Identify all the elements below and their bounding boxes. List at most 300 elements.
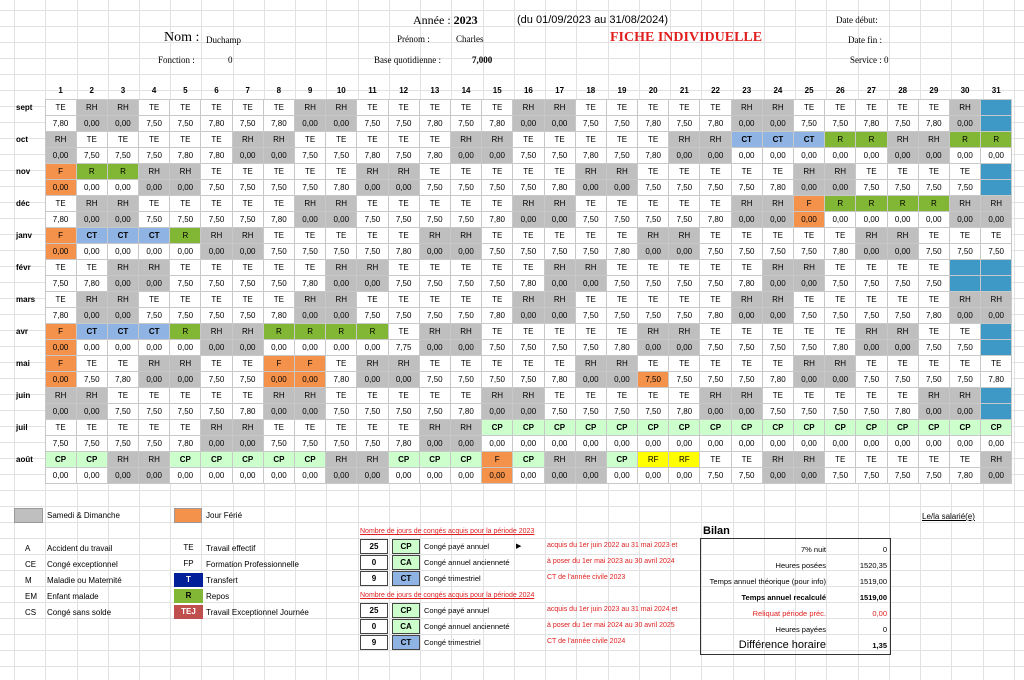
day-hours-cell[interactable]: 0,00 bbox=[762, 115, 793, 131]
day-hours-cell[interactable]: 0,00 bbox=[45, 147, 76, 163]
day-hours-cell[interactable]: 7,50 bbox=[482, 371, 513, 387]
day-hours-cell[interactable]: 7,50 bbox=[794, 339, 825, 355]
day-code-cell[interactable]: RH bbox=[232, 323, 263, 339]
day-hours-cell[interactable]: 7,50 bbox=[450, 179, 481, 195]
conges-count[interactable]: 25 bbox=[360, 539, 388, 554]
day-code-cell[interactable] bbox=[981, 387, 1012, 403]
day-code-cell[interactable]: RH bbox=[388, 355, 419, 371]
day-code-cell[interactable]: RH bbox=[981, 451, 1012, 467]
day-hours-cell[interactable]: 0,00 bbox=[825, 179, 856, 195]
day-code-cell[interactable]: TE bbox=[388, 195, 419, 211]
day-hours-cell[interactable]: 7,80 bbox=[201, 115, 232, 131]
day-code-cell[interactable]: R bbox=[856, 131, 887, 147]
day-hours-cell[interactable]: 0,00 bbox=[388, 467, 419, 483]
day-code-cell[interactable]: TE bbox=[170, 259, 201, 275]
day-hours-cell[interactable]: 7,50 bbox=[700, 371, 731, 387]
day-hours-cell[interactable]: 7,80 bbox=[263, 307, 294, 323]
day-hours-cell[interactable]: 0,00 bbox=[949, 435, 980, 451]
day-code-cell[interactable]: RH bbox=[76, 387, 107, 403]
day-code-cell[interactable]: TE bbox=[170, 195, 201, 211]
day-code-cell[interactable]: TE bbox=[107, 387, 138, 403]
day-hours-cell[interactable]: 0,00 bbox=[825, 147, 856, 163]
day-code-cell[interactable]: TE bbox=[357, 227, 388, 243]
day-hours-cell[interactable]: 7,50 bbox=[513, 147, 544, 163]
day-hours-cell[interactable]: 0,00 bbox=[887, 339, 918, 355]
day-code-cell[interactable]: TE bbox=[700, 195, 731, 211]
day-hours-cell[interactable]: 7,80 bbox=[513, 275, 544, 291]
day-hours-cell[interactable]: 7,80 bbox=[669, 403, 700, 419]
day-code-cell[interactable]: CP bbox=[170, 451, 201, 467]
day-hours-cell[interactable]: 7,50 bbox=[918, 339, 949, 355]
day-code-cell[interactable]: CT bbox=[76, 227, 107, 243]
day-code-cell[interactable]: RH bbox=[170, 163, 201, 179]
day-code-cell[interactable]: TE bbox=[762, 355, 793, 371]
day-code-cell[interactable]: CP bbox=[606, 419, 637, 435]
day-hours-cell[interactable]: 7,50 bbox=[918, 467, 949, 483]
day-code-cell[interactable]: TE bbox=[606, 291, 637, 307]
day-hours-cell[interactable]: 0,00 bbox=[887, 243, 918, 259]
day-code-cell[interactable]: F bbox=[794, 195, 825, 211]
day-code-cell[interactable]: RH bbox=[419, 419, 450, 435]
day-hours-cell[interactable]: 7,80 bbox=[762, 371, 793, 387]
day-code-cell[interactable]: TE bbox=[201, 163, 232, 179]
day-hours-cell[interactable]: 0,00 bbox=[513, 403, 544, 419]
day-code-cell[interactable]: CP bbox=[949, 419, 980, 435]
day-hours-cell[interactable]: 7,50 bbox=[170, 211, 201, 227]
day-code-cell[interactable]: CP bbox=[856, 419, 887, 435]
day-hours-cell[interactable]: 7,50 bbox=[825, 307, 856, 323]
day-code-cell[interactable]: TE bbox=[232, 387, 263, 403]
day-code-cell[interactable]: TE bbox=[731, 323, 762, 339]
day-hours-cell[interactable]: 7,80 bbox=[887, 403, 918, 419]
day-code-cell[interactable]: TE bbox=[357, 195, 388, 211]
day-code-cell[interactable]: TE bbox=[575, 387, 606, 403]
day-hours-cell[interactable]: 0,00 bbox=[762, 211, 793, 227]
day-hours-cell[interactable]: 7,50 bbox=[825, 115, 856, 131]
day-code-cell[interactable]: TE bbox=[825, 227, 856, 243]
bilan-value[interactable]: 1,35 bbox=[872, 641, 887, 650]
day-code-cell[interactable]: RH bbox=[731, 387, 762, 403]
day-code-cell[interactable]: TE bbox=[918, 451, 949, 467]
day-hours-cell[interactable]: 7,50 bbox=[45, 435, 76, 451]
day-hours-cell[interactable]: 7,80 bbox=[295, 275, 326, 291]
day-code-cell[interactable]: TE bbox=[263, 419, 294, 435]
day-hours-cell[interactable]: 0,00 bbox=[357, 275, 388, 291]
day-code-cell[interactable]: RF bbox=[638, 451, 669, 467]
day-hours-cell[interactable]: 7,50 bbox=[357, 435, 388, 451]
day-code-cell[interactable]: TE bbox=[575, 323, 606, 339]
day-code-cell[interactable]: TE bbox=[482, 291, 513, 307]
day-code-cell[interactable]: RH bbox=[419, 323, 450, 339]
day-hours-cell[interactable]: 0,00 bbox=[139, 243, 170, 259]
day-hours-cell[interactable]: 7,80 bbox=[263, 211, 294, 227]
day-code-cell[interactable]: RH bbox=[357, 259, 388, 275]
day-hours-cell[interactable]: 7,50 bbox=[513, 339, 544, 355]
day-code-cell[interactable]: RH bbox=[107, 99, 138, 115]
day-hours-cell[interactable]: 7,50 bbox=[357, 115, 388, 131]
day-code-cell[interactable]: TE bbox=[139, 195, 170, 211]
day-code-cell[interactable]: TE bbox=[201, 99, 232, 115]
day-hours-cell[interactable]: 0,00 bbox=[201, 467, 232, 483]
day-hours-cell[interactable]: 0,00 bbox=[794, 275, 825, 291]
day-code-cell[interactable]: TE bbox=[326, 227, 357, 243]
day-code-cell[interactable]: TE bbox=[638, 387, 669, 403]
day-hours-cell[interactable]: 0,00 bbox=[232, 435, 263, 451]
day-code-cell[interactable]: CP bbox=[669, 419, 700, 435]
day-code-cell[interactable]: RH bbox=[107, 451, 138, 467]
day-hours-cell[interactable]: 7,80 bbox=[700, 307, 731, 323]
day-code-cell[interactable]: TE bbox=[856, 355, 887, 371]
day-code-cell[interactable]: TE bbox=[482, 259, 513, 275]
day-hours-cell[interactable]: 0,00 bbox=[326, 115, 357, 131]
day-code-cell[interactable]: RH bbox=[232, 419, 263, 435]
day-hours-cell[interactable]: 0,00 bbox=[263, 339, 294, 355]
day-code-cell[interactable]: TE bbox=[295, 419, 326, 435]
day-code-cell[interactable]: TE bbox=[638, 355, 669, 371]
day-hours-cell[interactable]: 7,50 bbox=[388, 307, 419, 323]
day-hours-cell[interactable]: 7,50 bbox=[232, 211, 263, 227]
day-code-cell[interactable]: TE bbox=[638, 259, 669, 275]
day-hours-cell[interactable]: 0,00 bbox=[949, 115, 980, 131]
day-code-cell[interactable]: RH bbox=[794, 451, 825, 467]
day-code-cell[interactable]: RH bbox=[357, 451, 388, 467]
day-hours-cell[interactable]: 7,75 bbox=[388, 339, 419, 355]
day-hours-cell[interactable]: 0,00 bbox=[295, 307, 326, 323]
day-code-cell[interactable]: TE bbox=[357, 99, 388, 115]
day-code-cell[interactable]: RH bbox=[887, 227, 918, 243]
day-hours-cell[interactable]: 0,00 bbox=[107, 243, 138, 259]
day-code-cell[interactable]: TE bbox=[949, 163, 980, 179]
day-hours-cell[interactable]: 0,00 bbox=[139, 275, 170, 291]
day-hours-cell[interactable]: 0,00 bbox=[981, 307, 1012, 323]
day-hours-cell[interactable]: 7,50 bbox=[762, 339, 793, 355]
day-code-cell[interactable]: TE bbox=[544, 131, 575, 147]
day-code-cell[interactable]: TE bbox=[170, 131, 201, 147]
day-code-cell[interactable]: RH bbox=[606, 163, 637, 179]
day-hours-cell[interactable]: 0,00 bbox=[450, 147, 481, 163]
day-code-cell[interactable]: TE bbox=[949, 451, 980, 467]
day-hours-cell[interactable]: 7,50 bbox=[887, 371, 918, 387]
day-hours-cell[interactable]: 0,00 bbox=[575, 179, 606, 195]
day-code-cell[interactable]: TE bbox=[232, 291, 263, 307]
day-hours-cell[interactable]: 7,50 bbox=[45, 275, 76, 291]
day-code-cell[interactable]: TE bbox=[201, 355, 232, 371]
day-hours-cell[interactable]: 0,00 bbox=[856, 435, 887, 451]
day-hours-cell[interactable]: 0,00 bbox=[76, 115, 107, 131]
day-code-cell[interactable]: TE bbox=[295, 163, 326, 179]
day-hours-cell[interactable]: 0,00 bbox=[669, 243, 700, 259]
day-hours-cell[interactable]: 7,80 bbox=[918, 115, 949, 131]
day-hours-cell[interactable]: 0,00 bbox=[544, 211, 575, 227]
day-code-cell[interactable]: TE bbox=[575, 99, 606, 115]
day-hours-cell[interactable]: 7,50 bbox=[638, 371, 669, 387]
day-hours-cell[interactable]: 0,00 bbox=[76, 467, 107, 483]
day-hours-cell[interactable]: 7,80 bbox=[918, 307, 949, 323]
day-hours-cell[interactable]: 0,00 bbox=[918, 211, 949, 227]
day-code-cell[interactable]: F bbox=[45, 323, 76, 339]
day-code-cell[interactable]: CP bbox=[513, 419, 544, 435]
day-code-cell[interactable]: TE bbox=[669, 291, 700, 307]
day-hours-cell[interactable]: 7,50 bbox=[638, 275, 669, 291]
day-code-cell[interactable]: TE bbox=[482, 323, 513, 339]
day-hours-cell[interactable]: 7,50 bbox=[544, 339, 575, 355]
day-hours-cell[interactable]: 7,50 bbox=[918, 243, 949, 259]
day-hours-cell[interactable]: 0,00 bbox=[731, 307, 762, 323]
day-hours-cell[interactable]: 0,00 bbox=[450, 467, 481, 483]
day-code-cell[interactable]: RH bbox=[981, 291, 1012, 307]
day-hours-cell[interactable]: 7,50 bbox=[76, 435, 107, 451]
day-code-cell[interactable]: TE bbox=[450, 355, 481, 371]
day-hours-cell[interactable]: 0,00 bbox=[575, 371, 606, 387]
day-code-cell[interactable]: RH bbox=[700, 131, 731, 147]
day-code-cell[interactable]: TE bbox=[388, 291, 419, 307]
day-hours-cell[interactable]: 7,50 bbox=[606, 307, 637, 323]
day-code-cell[interactable]: TE bbox=[700, 227, 731, 243]
day-hours-cell[interactable]: 0,00 bbox=[606, 435, 637, 451]
day-hours-cell[interactable]: 0,00 bbox=[295, 403, 326, 419]
day-code-cell[interactable]: TE bbox=[762, 387, 793, 403]
day-code-cell[interactable]: CT bbox=[139, 323, 170, 339]
day-hours-cell[interactable]: 0,00 bbox=[887, 211, 918, 227]
day-hours-cell[interactable]: 7,50 bbox=[263, 179, 294, 195]
day-code-cell[interactable]: RH bbox=[762, 451, 793, 467]
day-hours-cell[interactable]: 7,50 bbox=[731, 179, 762, 195]
day-hours-cell[interactable]: 7,50 bbox=[139, 147, 170, 163]
day-code-cell[interactable]: TE bbox=[450, 163, 481, 179]
day-code-cell[interactable]: TE bbox=[45, 419, 76, 435]
day-hours-cell[interactable]: 7,50 bbox=[700, 339, 731, 355]
day-hours-cell[interactable]: 0,00 bbox=[794, 147, 825, 163]
day-hours-cell[interactable]: 7,50 bbox=[762, 403, 793, 419]
day-hours-cell[interactable]: 7,50 bbox=[263, 243, 294, 259]
day-code-cell[interactable]: TE bbox=[856, 451, 887, 467]
day-hours-cell[interactable]: 0,00 bbox=[544, 435, 575, 451]
day-hours-cell[interactable]: 7,80 bbox=[45, 307, 76, 323]
day-code-cell[interactable]: RH bbox=[856, 323, 887, 339]
day-hours-cell[interactable]: 0,00 bbox=[45, 467, 76, 483]
day-code-cell[interactable]: RH bbox=[232, 227, 263, 243]
day-hours-cell[interactable]: 0,00 bbox=[201, 243, 232, 259]
day-code-cell[interactable]: TE bbox=[388, 259, 419, 275]
day-hours-cell[interactable]: 7,50 bbox=[700, 275, 731, 291]
day-hours-cell[interactable]: 0,00 bbox=[107, 467, 138, 483]
day-code-cell[interactable]: R bbox=[825, 195, 856, 211]
day-hours-cell[interactable]: 0,00 bbox=[794, 371, 825, 387]
day-code-cell[interactable]: F bbox=[295, 355, 326, 371]
day-code-cell[interactable]: R bbox=[856, 195, 887, 211]
day-code-cell[interactable]: TE bbox=[201, 259, 232, 275]
day-code-cell[interactable]: CT bbox=[794, 131, 825, 147]
day-code-cell[interactable]: RH bbox=[107, 195, 138, 211]
day-hours-cell[interactable]: 7,50 bbox=[731, 243, 762, 259]
day-code-cell[interactable]: TE bbox=[263, 163, 294, 179]
day-hours-cell[interactable]: 7,50 bbox=[139, 403, 170, 419]
day-hours-cell[interactable]: 0,00 bbox=[856, 243, 887, 259]
day-hours-cell[interactable]: 0,00 bbox=[949, 403, 980, 419]
day-code-cell[interactable]: TE bbox=[419, 131, 450, 147]
day-code-cell[interactable]: TE bbox=[856, 99, 887, 115]
day-code-cell[interactable]: CP bbox=[544, 419, 575, 435]
day-hours-cell[interactable]: 0,00 bbox=[762, 147, 793, 163]
day-hours-cell[interactable]: 7,50 bbox=[856, 307, 887, 323]
day-code-cell[interactable]: TE bbox=[201, 131, 232, 147]
day-code-cell[interactable]: TE bbox=[638, 131, 669, 147]
day-code-cell[interactable]: CP bbox=[450, 451, 481, 467]
day-code-cell[interactable]: TE bbox=[388, 227, 419, 243]
day-code-cell[interactable]: TE bbox=[450, 99, 481, 115]
day-hours-cell[interactable]: 0,00 bbox=[76, 243, 107, 259]
day-code-cell[interactable]: RH bbox=[544, 195, 575, 211]
day-code-cell[interactable]: TE bbox=[419, 163, 450, 179]
day-hours-cell[interactable]: 7,80 bbox=[76, 275, 107, 291]
day-hours-cell[interactable]: 7,50 bbox=[794, 307, 825, 323]
day-hours-cell[interactable]: 0,00 bbox=[513, 115, 544, 131]
conges-count[interactable]: 9 bbox=[360, 635, 388, 650]
day-hours-cell[interactable]: 0,00 bbox=[762, 435, 793, 451]
day-code-cell[interactable]: TE bbox=[669, 195, 700, 211]
day-code-cell[interactable]: TE bbox=[513, 323, 544, 339]
day-code-cell[interactable]: TE bbox=[825, 99, 856, 115]
day-code-cell[interactable]: TE bbox=[981, 355, 1012, 371]
day-code-cell[interactable]: RH bbox=[295, 99, 326, 115]
day-hours-cell[interactable]: 7,80 bbox=[606, 243, 637, 259]
day-hours-cell[interactable]: 7,50 bbox=[606, 275, 637, 291]
day-hours-cell[interactable]: 7,50 bbox=[419, 403, 450, 419]
day-code-cell[interactable]: RH bbox=[700, 387, 731, 403]
day-hours-cell[interactable]: 7,50 bbox=[170, 275, 201, 291]
day-code-cell[interactable]: RH bbox=[918, 387, 949, 403]
day-hours-cell[interactable]: 0,00 bbox=[762, 467, 793, 483]
day-hours-cell[interactable]: 7,50 bbox=[170, 307, 201, 323]
day-code-cell[interactable]: R bbox=[887, 195, 918, 211]
day-hours-cell[interactable]: 7,50 bbox=[856, 179, 887, 195]
day-code-cell[interactable]: CT bbox=[731, 131, 762, 147]
day-code-cell[interactable]: TE bbox=[887, 387, 918, 403]
day-code-cell[interactable]: TE bbox=[918, 355, 949, 371]
day-code-cell[interactable]: TE bbox=[638, 195, 669, 211]
day-hours-cell[interactable]: 0,00 bbox=[669, 147, 700, 163]
day-code-cell[interactable]: TE bbox=[544, 163, 575, 179]
day-hours-cell[interactable]: 7,50 bbox=[326, 147, 357, 163]
day-hours-cell[interactable]: 0,00 bbox=[295, 339, 326, 355]
day-hours-cell[interactable]: 0,00 bbox=[794, 435, 825, 451]
day-hours-cell[interactable]: 7,50 bbox=[201, 371, 232, 387]
day-code-cell[interactable]: TE bbox=[263, 195, 294, 211]
day-code-cell[interactable]: F bbox=[45, 355, 76, 371]
day-code-cell[interactable]: TE bbox=[45, 291, 76, 307]
day-code-cell[interactable]: RH bbox=[794, 163, 825, 179]
day-hours-cell[interactable]: 7,50 bbox=[575, 211, 606, 227]
day-hours-cell[interactable]: 7,50 bbox=[263, 275, 294, 291]
day-code-cell[interactable]: TE bbox=[794, 323, 825, 339]
day-code-cell[interactable]: TE bbox=[263, 259, 294, 275]
day-hours-cell[interactable]: 7,80 bbox=[482, 211, 513, 227]
day-hours-cell[interactable]: 7,50 bbox=[482, 339, 513, 355]
day-code-cell[interactable]: TE bbox=[700, 163, 731, 179]
day-hours-cell[interactable]: 7,80 bbox=[450, 403, 481, 419]
day-code-cell[interactable]: RH bbox=[45, 387, 76, 403]
day-code-cell[interactable]: CP bbox=[419, 451, 450, 467]
day-hours-cell[interactable]: 7,80 bbox=[700, 211, 731, 227]
day-code-cell[interactable]: RH bbox=[326, 291, 357, 307]
day-hours-cell[interactable] bbox=[949, 275, 980, 291]
day-code-cell[interactable]: TE bbox=[669, 259, 700, 275]
day-code-cell[interactable]: TE bbox=[794, 291, 825, 307]
day-code-cell[interactable]: RH bbox=[918, 131, 949, 147]
day-hours-cell[interactable]: 7,80 bbox=[575, 147, 606, 163]
day-code-cell[interactable]: TE bbox=[139, 99, 170, 115]
day-code-cell[interactable]: RH bbox=[762, 259, 793, 275]
day-code-cell[interactable]: CT bbox=[107, 323, 138, 339]
day-code-cell[interactable]: TE bbox=[513, 355, 544, 371]
day-code-cell[interactable]: CP bbox=[76, 451, 107, 467]
day-code-cell[interactable]: TE bbox=[887, 451, 918, 467]
day-hours-cell[interactable]: 7,50 bbox=[419, 371, 450, 387]
day-code-cell[interactable]: RH bbox=[482, 387, 513, 403]
day-code-cell[interactable]: RH bbox=[201, 227, 232, 243]
day-hours-cell[interactable]: 0,00 bbox=[170, 243, 201, 259]
day-code-cell[interactable]: TE bbox=[388, 99, 419, 115]
day-code-cell[interactable]: R bbox=[825, 131, 856, 147]
day-hours-cell[interactable]: 7,50 bbox=[295, 435, 326, 451]
day-code-cell[interactable] bbox=[981, 259, 1012, 275]
day-code-cell[interactable]: R bbox=[170, 227, 201, 243]
day-code-cell[interactable]: RF bbox=[669, 451, 700, 467]
day-code-cell[interactable]: TE bbox=[949, 355, 980, 371]
day-code-cell[interactable]: TE bbox=[638, 99, 669, 115]
day-code-cell[interactable]: RH bbox=[107, 259, 138, 275]
day-hours-cell[interactable]: 7,50 bbox=[918, 179, 949, 195]
day-hours-cell[interactable]: 7,80 bbox=[482, 115, 513, 131]
day-hours-cell[interactable]: 7,80 bbox=[201, 147, 232, 163]
day-hours-cell[interactable]: 7,80 bbox=[170, 147, 201, 163]
day-hours-cell[interactable]: 0,00 bbox=[450, 243, 481, 259]
day-hours-cell[interactable]: 0,00 bbox=[357, 371, 388, 387]
day-code-cell[interactable]: TE bbox=[139, 131, 170, 147]
day-code-cell[interactable]: RH bbox=[450, 227, 481, 243]
day-hours-cell[interactable]: 0,00 bbox=[700, 147, 731, 163]
day-code-cell[interactable]: TE bbox=[76, 131, 107, 147]
day-hours-cell[interactable]: 7,50 bbox=[326, 243, 357, 259]
day-hours-cell[interactable]: 7,80 bbox=[482, 307, 513, 323]
day-code-cell[interactable]: R bbox=[263, 323, 294, 339]
day-code-cell[interactable]: TE bbox=[295, 227, 326, 243]
day-code-cell[interactable]: TE bbox=[794, 99, 825, 115]
day-hours-cell[interactable]: 7,50 bbox=[326, 435, 357, 451]
day-code-cell[interactable]: RH bbox=[76, 195, 107, 211]
day-code-cell[interactable]: RH bbox=[544, 259, 575, 275]
day-hours-cell[interactable]: 7,50 bbox=[263, 435, 294, 451]
day-code-cell[interactable]: RH bbox=[856, 227, 887, 243]
day-hours-cell[interactable]: 7,50 bbox=[295, 243, 326, 259]
day-hours-cell[interactable]: 7,50 bbox=[295, 179, 326, 195]
day-hours-cell[interactable]: 7,80 bbox=[731, 275, 762, 291]
day-hours-cell[interactable]: 7,80 bbox=[419, 115, 450, 131]
day-hours-cell[interactable]: 0,00 bbox=[170, 467, 201, 483]
day-hours-cell[interactable] bbox=[981, 115, 1012, 131]
day-code-cell[interactable]: TE bbox=[887, 163, 918, 179]
day-code-cell[interactable]: TE bbox=[700, 451, 731, 467]
day-hours-cell[interactable]: 0,00 bbox=[887, 147, 918, 163]
day-hours-cell[interactable]: 0,00 bbox=[606, 179, 637, 195]
day-code-cell[interactable]: TE bbox=[170, 99, 201, 115]
day-code-cell[interactable]: R bbox=[107, 163, 138, 179]
day-code-cell[interactable]: TE bbox=[669, 387, 700, 403]
day-hours-cell[interactable]: 0,00 bbox=[731, 147, 762, 163]
day-code-cell[interactable]: RH bbox=[887, 131, 918, 147]
day-code-cell[interactable]: RH bbox=[638, 323, 669, 339]
day-code-cell[interactable]: TE bbox=[295, 259, 326, 275]
